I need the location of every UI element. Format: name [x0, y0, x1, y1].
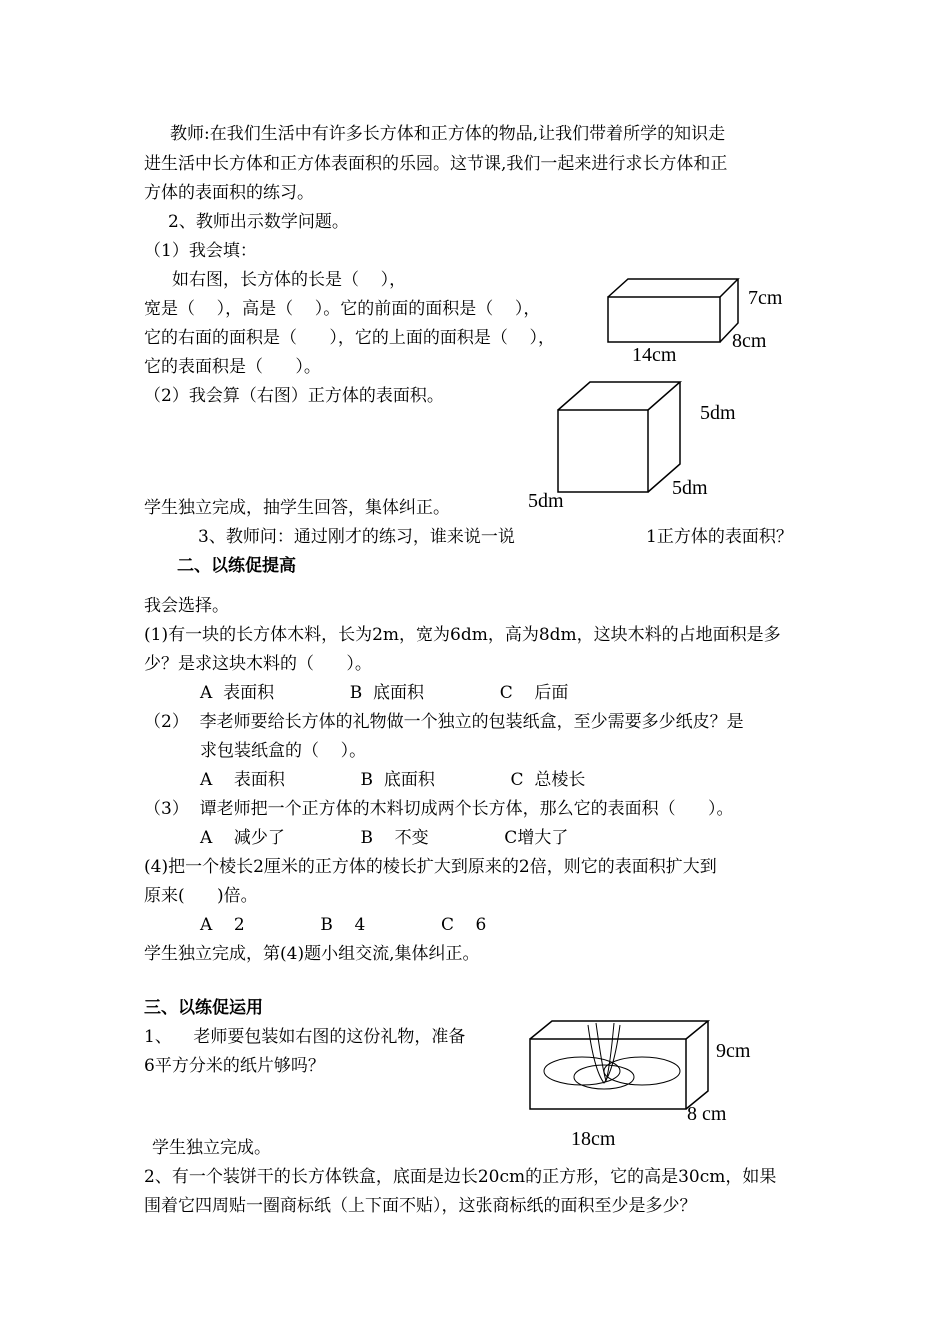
fig3-length-label: 18cm	[571, 1128, 616, 1150]
fig3-height-label: 9cm	[716, 1040, 751, 1062]
intro-line-1: 教师:在我们生活中有许多长方体和正方体的物品,让我们带着所学的知识走	[170, 124, 726, 144]
item-3-left: 3、教师问：通过刚才的练习，谁来说一说	[198, 527, 515, 547]
part1-line-3: 它的右面的面积是（ ），它的上面的面积是（ ），	[144, 328, 556, 348]
item-3-right: 1正方体的表面积？	[646, 527, 793, 547]
s2-q4-options: A 2 B 4 C 6	[200, 915, 487, 935]
s2-q2-options: A 表面积 B 底面积 C 总棱长	[200, 770, 586, 790]
intro-line-2: 进生活中长方体和正方体表面积的乐园。这节课,我们一起来进行求长方体和正	[144, 154, 728, 174]
cube-figure	[550, 378, 690, 498]
part2-answer: 学生独立完成，抽学生回答，集体纠正。	[144, 498, 450, 518]
fig2-right-edge-label: 5dm	[700, 402, 736, 424]
section-3-answer: 学生独立完成。	[152, 1138, 271, 1158]
cuboid-figure	[600, 275, 750, 350]
s2-q2-line-2: 求包装纸盒的（ ）。	[200, 741, 367, 761]
cube-front-face	[558, 410, 648, 492]
part2-heading: （2）我会算（右图）正方体的表面积。	[144, 386, 444, 406]
intro-item-2: 2、教师出示数学问题。	[168, 212, 349, 232]
fig2-bottom-edge-label: 5dm	[528, 490, 564, 512]
fig1-length-label: 14cm	[632, 344, 677, 366]
fig1-height-label: 7cm	[748, 287, 783, 309]
intro-line-3: 方体的表面积的练习。	[144, 183, 314, 203]
cuboid-top-face	[608, 279, 738, 297]
s2-q1-line-1: (1)有一块的长方体木料，长为2m，宽为6dm，高为8dm，这块木料的占地面积是多	[144, 625, 781, 645]
fig3-width-label: 8 cm	[687, 1103, 727, 1125]
section-2-title: 二、以练促提高	[177, 556, 296, 576]
part1-line-2: 宽是（ ），高是（ ）。它的前面的面积是（ ），	[144, 299, 541, 319]
s2-q1-line-2: 少？是求这块木料的（ ）。	[144, 654, 372, 674]
cube-top-face	[558, 382, 680, 410]
s2-q1-options: A 表面积 B 底面积 C 后面	[200, 683, 569, 703]
s3-q2-line-2: 围着它四周贴一圈商标纸（上下面不贴），这张商标纸的面积至少是多少？	[144, 1196, 697, 1216]
s2-q4-line-2: 原来( )倍。	[144, 886, 258, 906]
s2-q4-line-1: (4)把一个棱长2厘米的正方体的棱长扩大到原来的2倍，则它的表面积扩大到	[144, 857, 717, 877]
section-3-title: 三、以练促运用	[144, 998, 263, 1018]
part1-line-4: 它的表面积是（ ）。	[144, 357, 321, 377]
fig2-depth-edge-label: 5dm	[672, 477, 708, 499]
s2-q2-line-1: （2） 李老师要给长方体的礼物做一个独立的包装纸盒，至少需要多少纸皮？是	[144, 712, 744, 732]
s2-q3-line-1: （3） 谭老师把一个正方体的木料切成两个长方体，那么它的表面积（ ）。	[144, 799, 734, 819]
gift-box-figure	[522, 1015, 717, 1115]
s3-q2-line-1: 2、有一个装饼干的长方体铁盒，底面是边长20cm的正方形，它的高是30cm，如果	[144, 1167, 777, 1187]
s2-q3-options: A 减少了 B 不变 C增大了	[200, 828, 569, 848]
part1-heading: （1）我会填：	[144, 241, 257, 261]
cuboid-front-face	[608, 297, 720, 342]
section-2-intro: 我会选择。	[144, 596, 229, 616]
section-2-answer: 学生独立完成，第(4)题小组交流,集体纠正。	[144, 944, 480, 964]
fig1-width-label: 8cm	[732, 330, 767, 352]
ribbon-bow-icon	[544, 1023, 680, 1089]
cube-right-face	[648, 382, 680, 492]
part1-line-1: 如右图，长方体的长是（ ），	[172, 270, 407, 290]
gift-box-right-face	[686, 1021, 708, 1109]
s3-q1-line-2: 6平方分米的纸片够吗？	[144, 1056, 325, 1076]
s3-q1-line-1: 1、 老师要包装如右图的这份礼物，准备	[144, 1027, 466, 1047]
